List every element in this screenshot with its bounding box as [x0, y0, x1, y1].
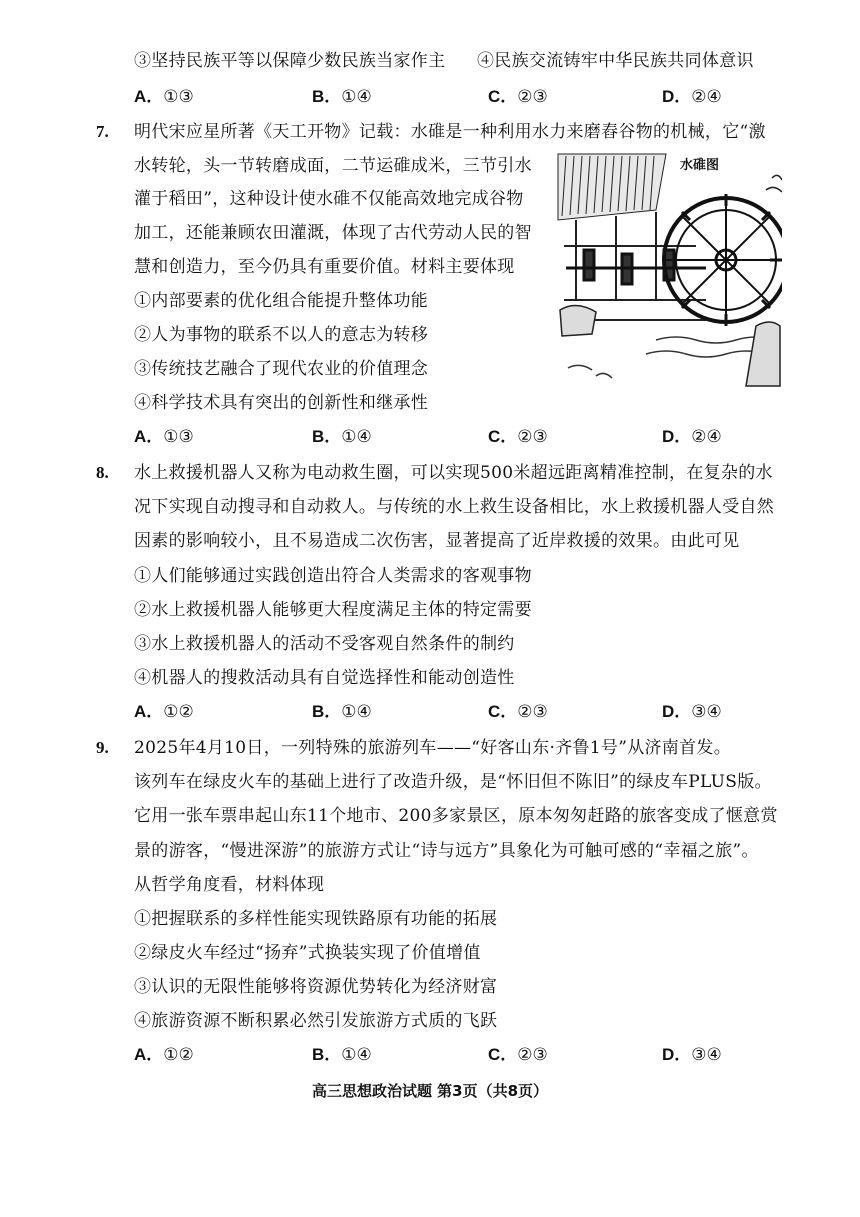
question-9-item-1: ①把握联系的多样性能实现铁路原有功能的拓展 — [134, 909, 498, 929]
question-9-item-3: ③认识的无限性能够将资源优势转化为经济财富 — [134, 977, 498, 997]
question-9-number: 9. — [96, 738, 109, 757]
question-9-stem-line: 景的游客，“慢进深游”的旅游方式让“诗与远方”具象化为可触可感的“幸福之旅”。 — [134, 841, 759, 861]
question-8-item-4: ④机器人的搜救活动具有自觉选择性和能动创造性 — [134, 668, 515, 688]
question-8-item-1: ①人们能够通过实践创造出符合人类需求的客观事物 — [134, 566, 532, 586]
question-8-number: 8. — [96, 463, 109, 482]
question-7-number: 7. — [96, 122, 109, 141]
prev-option-c[interactable]: C．②③ — [488, 87, 548, 107]
question-9-stem-line: 2025年4月10日，一列特殊的旅游列车——“好客山东·齐鲁1号”从济南首发。 — [134, 738, 732, 758]
q9-option-b[interactable]: B．①④ — [312, 1045, 372, 1065]
question-7-item-2: ②人为事物的联系不以人的意志为转移 — [134, 325, 429, 345]
question-8-item-2: ②水上救援机器人能够更大程度满足主体的特定需要 — [134, 600, 532, 620]
prev-options — [134, 86, 774, 108]
q7-option-d[interactable]: D．②④ — [662, 427, 722, 447]
question-7-options — [134, 426, 774, 448]
question-9-item-4: ④旅游资源不断积累必然引发旅游方式质的飞跃 — [134, 1011, 498, 1031]
prev-option-a[interactable]: A．①③ — [134, 87, 194, 107]
question-7-stem-line: 明代宋应星所著《天工开物》记载：水碓是一种利用水力来磨舂谷物的机械，它“激 — [134, 122, 766, 142]
q7-option-c[interactable]: C．②③ — [488, 427, 548, 447]
question-7-item-4: ④科学技术具有突出的创新性和继承性 — [134, 393, 429, 413]
question-9-stem-line: 从哲学角度看，材料体现 — [134, 875, 325, 895]
question-9-options — [134, 1044, 774, 1066]
q9-option-a[interactable]: A．①② — [134, 1045, 194, 1065]
prev-item-4: ④民族交流铸牢中华民族共同体意识 — [477, 51, 754, 71]
question-7-stem-line: 加工，还能兼顾农田灌溉，体现了古代劳动人民的智 — [134, 223, 532, 243]
prev-option-b[interactable]: B．①④ — [312, 87, 372, 107]
question-8-stem-line: 况下实现自动搜寻和自动救人。与传统的水上救生设备相比，水上救援机器人受自然 — [134, 497, 775, 517]
question-8-stem-line: 水上救援机器人又称为电动救生圈，可以实现500米超远距离精准控制，在复杂的水 — [134, 463, 773, 483]
q7-option-b[interactable]: B．①④ — [312, 427, 372, 447]
question-7-item-1: ①内部要素的优化组合能提升整体功能 — [134, 291, 429, 311]
q8-option-b[interactable]: B．①④ — [312, 702, 372, 722]
figure-caption: 水碓图 — [680, 158, 720, 173]
q8-option-c[interactable]: C．②③ — [488, 702, 548, 722]
question-8-stem-line: 因素的影响较小，且不易造成二次伤害，显著提高了近岸救援的效果。由此可见 — [134, 531, 740, 551]
question-8-item-3: ③水上救援机器人的活动不受客观自然条件的制约 — [134, 634, 515, 654]
question-7-stem-line: 水转轮，头一节转磨成面，二节运碓成米，三节引水 — [134, 156, 532, 176]
page-footer: 高三思想政治试题 第3页（共8页） — [311, 1082, 549, 1100]
q8-option-d[interactable]: D．③④ — [662, 702, 722, 722]
q8-option-a[interactable]: A．①② — [134, 702, 194, 722]
question-7-stem-line: 灌于稻田”，这种设计使水碓不仅能高效地完成谷物 — [134, 189, 524, 209]
question-9-stem-line: 该列车在绿皮火车的基础上进行了改造升级，是“怀旧但不陈旧”的绿皮车PLUS版。 — [134, 772, 772, 792]
question-9-stem-line: 它用一张车票串起山东11个地市、200多家景区，原本匆匆赶路的旅客变成了惬意赏 — [134, 806, 778, 826]
q7-option-a[interactable]: A．①③ — [134, 427, 194, 447]
prev-option-d[interactable]: D．②④ — [662, 87, 722, 107]
water-mill-illustration — [556, 150, 782, 388]
question-9-item-2: ②绿皮火车经过“扬弃”式换装实现了价值增值 — [134, 943, 481, 963]
question-7-item-3: ③传统技艺融合了现代农业的价值理念 — [134, 359, 429, 379]
q9-option-c[interactable]: C．②③ — [488, 1045, 548, 1065]
prev-item-3: ③坚持民族平等以保障少数民族当家作主 — [134, 51, 446, 71]
q9-option-d[interactable]: D．③④ — [662, 1045, 722, 1065]
question-7-stem-line: 慧和创造力，至今仍具有重要价值。材料主要体现 — [134, 257, 515, 277]
question-8-options — [134, 701, 774, 723]
